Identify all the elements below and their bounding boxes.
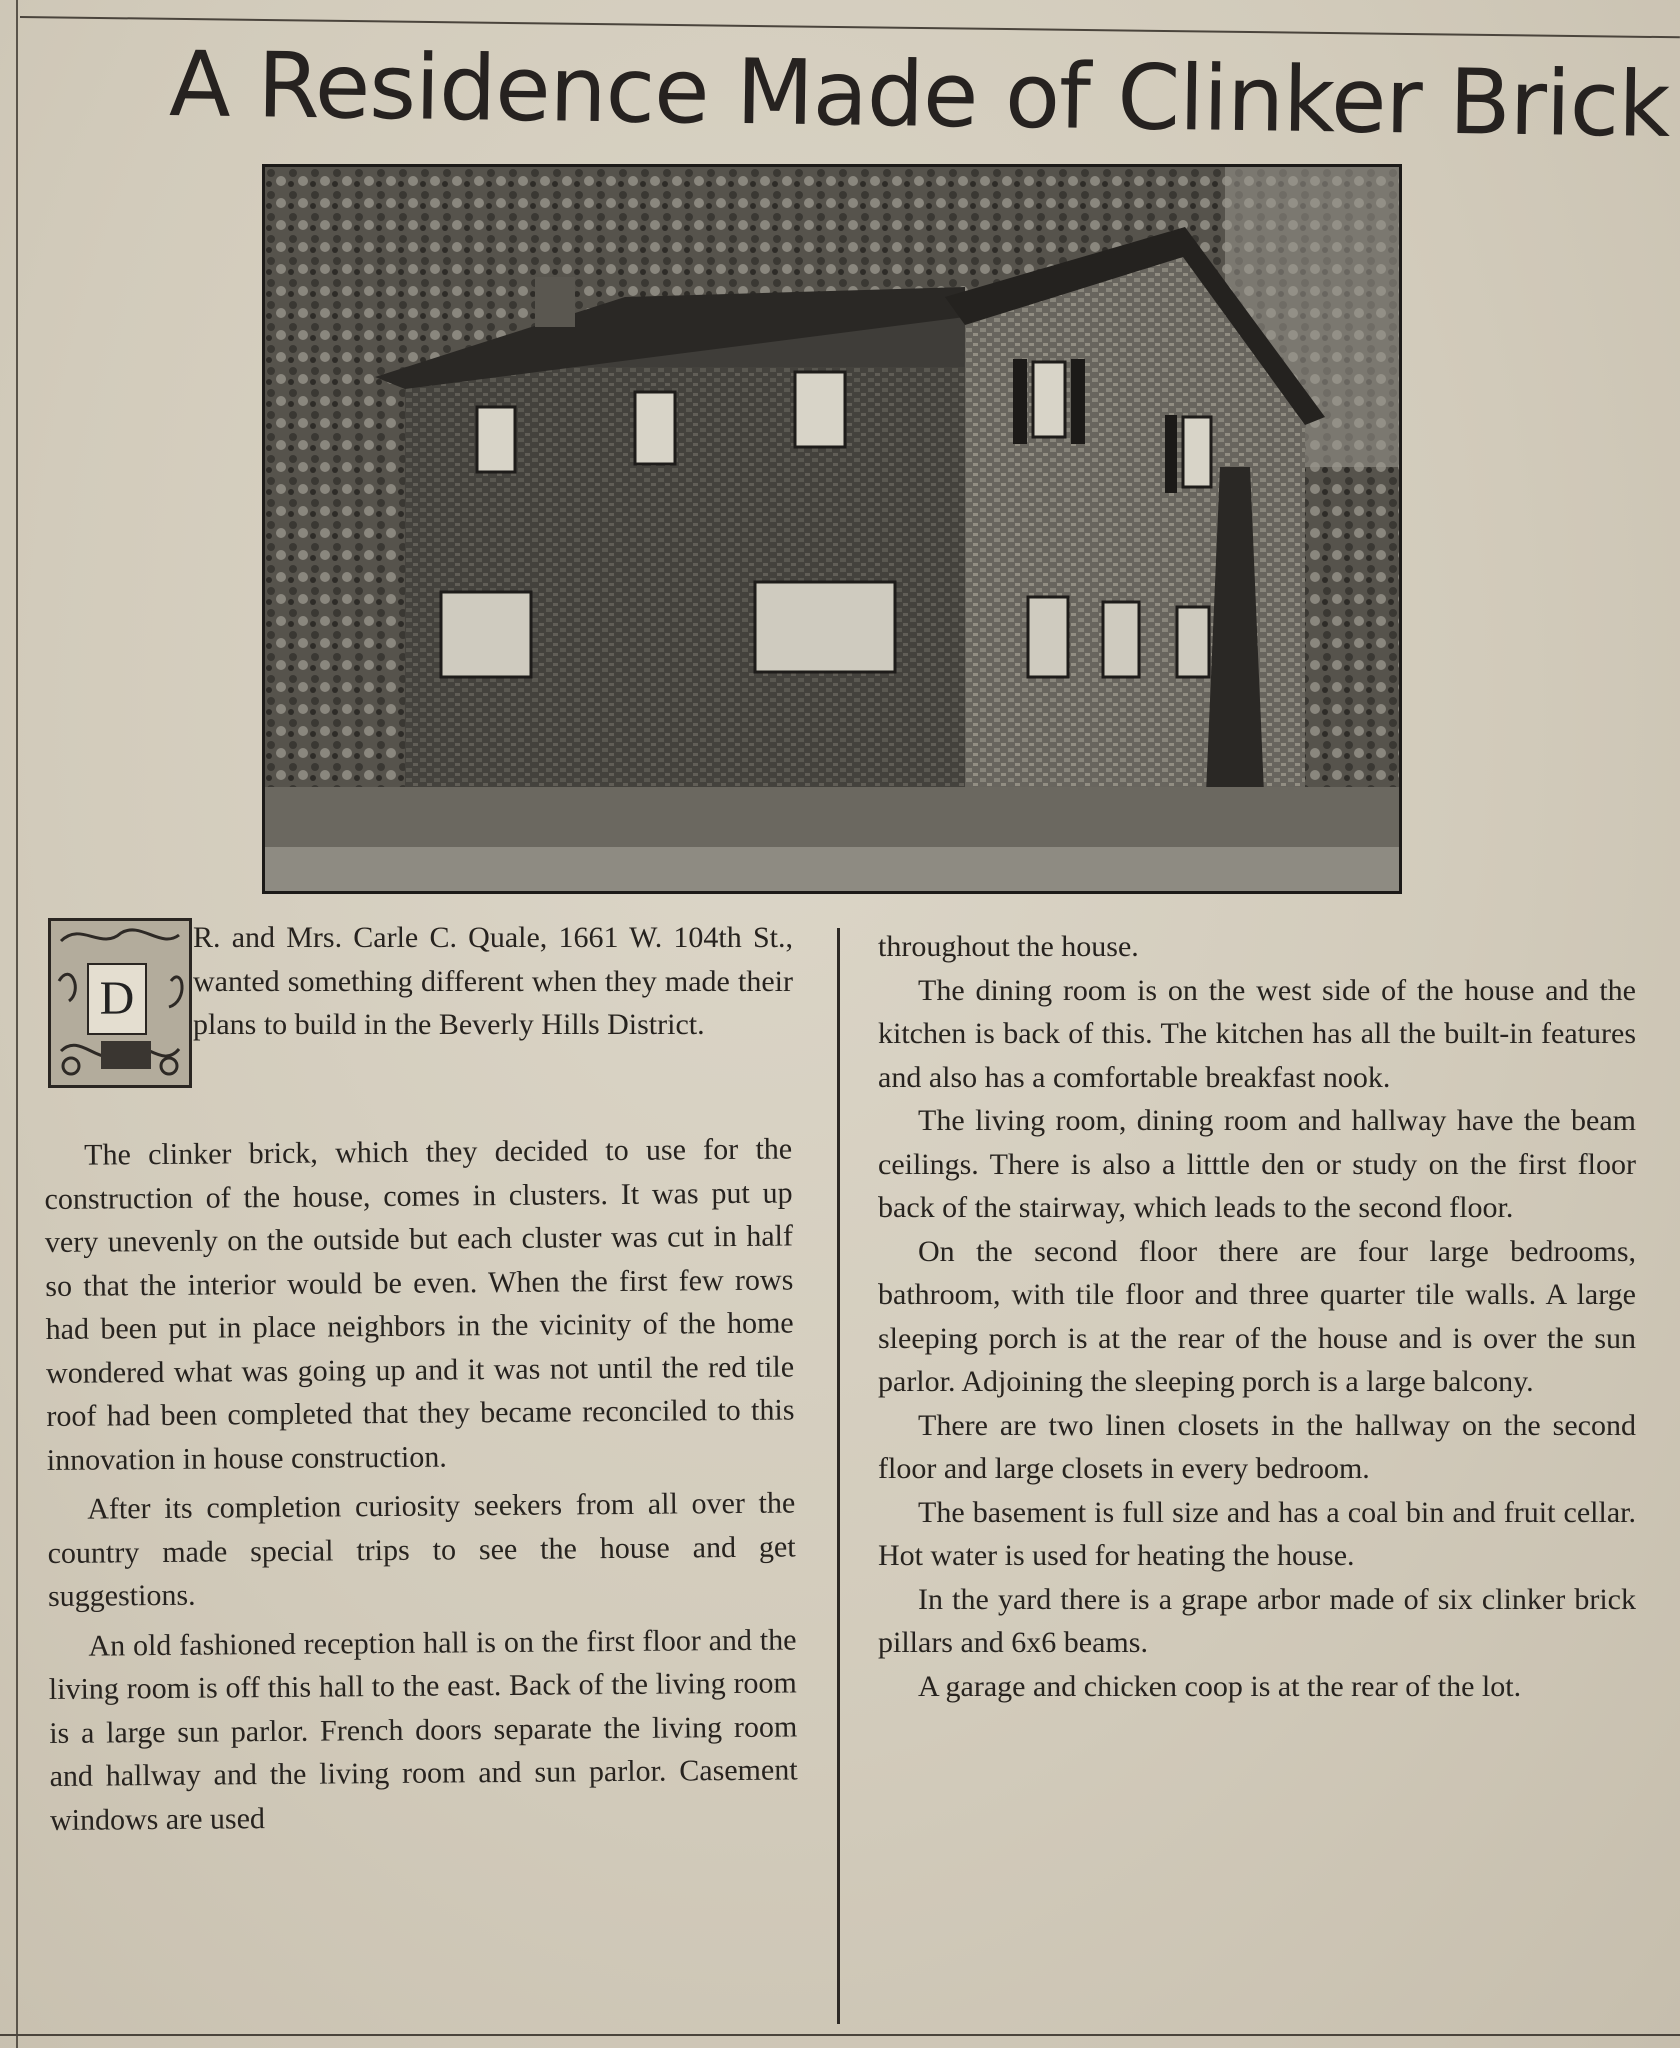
paragraph-grape-arbor: In the yard there is a grape arbor made of six clinker brick pillars and 6x6 beams. bbox=[878, 1582, 1636, 1659]
lead-paragraph bbox=[193, 916, 793, 1047]
paragraph-closets: There are two linen closets in the hallway on the second floor and large closets in every bedroom. bbox=[878, 1408, 1636, 1485]
paragraph-basement: The basement is full size and has a coal bin and fruit cellar. Hot water is used for heating the house. bbox=[878, 1495, 1636, 1572]
lead-text: R. and Mrs. Carle C. Quale, 1661 W. 104th St., wanted something different when they made their plans to build in the Beverly Hills District. bbox=[193, 921, 793, 1041]
paragraph-beam-ceilings: The living room, dining room and hallway have the beam ceilings. There is also a litttle den or study on the first floor back of the stairway, which leads to the second floor. bbox=[878, 1104, 1636, 1224]
column-divider bbox=[837, 928, 840, 2024]
left-rule bbox=[16, 0, 18, 2048]
headline: A Residence Made of Clinker Brick bbox=[168, 31, 1671, 158]
house-photo bbox=[262, 164, 1402, 894]
left-column bbox=[44, 1127, 798, 1842]
paragraph-second-floor: On the second floor there are four large bedrooms, bathroom, with tile floor and three quarter tile walls. A large sleeping porch is at the rear of the house and is over the sun parlor. Adjoining the sleeping porch is a large balcony. bbox=[878, 1234, 1636, 1398]
paragraph-clinker-brick: The clinker brick, which they decided to use for the construction of the house, comes in clusters. It was put up very unevenly on the outside but each cluster was cut in half so that the interior would be even. When the first few rows had been put in place neighbors in the vicinity of the home wondered what was going up and it was not until the red tile roof had been completed that they became reconciled to this innovation in house construction. bbox=[44, 1132, 795, 1477]
house-photo-icon bbox=[265, 167, 1399, 891]
bottom-rule bbox=[0, 2034, 1680, 2036]
paragraph-dining-room: The dining room is on the west side of the house and the kitchen is back of this. The kitchen has all the built-in features and also has a comfortable breakfast nook. bbox=[878, 973, 1636, 1094]
dropcap-ornament bbox=[48, 918, 192, 1088]
dropcap-letter: D bbox=[87, 963, 147, 1035]
paragraph-reception-hall: An old fashioned reception hall is on the first floor and the living room is off this hall to the east. Back of the living room is a large sun parlor. French doors separate the living room and hallway and the living room and sun parlor. Casement windows are used bbox=[48, 1622, 798, 1837]
continuation-text: throughout the house. bbox=[878, 930, 1139, 963]
paragraph-garage: A garage and chicken coop is at the rear of the lot. bbox=[918, 1669, 1522, 1703]
paragraph-curiosity: After its completion curiosity seekers from all over the country made special trips to see the house and get suggestions. bbox=[47, 1486, 796, 1613]
right-column bbox=[878, 925, 1636, 1708]
